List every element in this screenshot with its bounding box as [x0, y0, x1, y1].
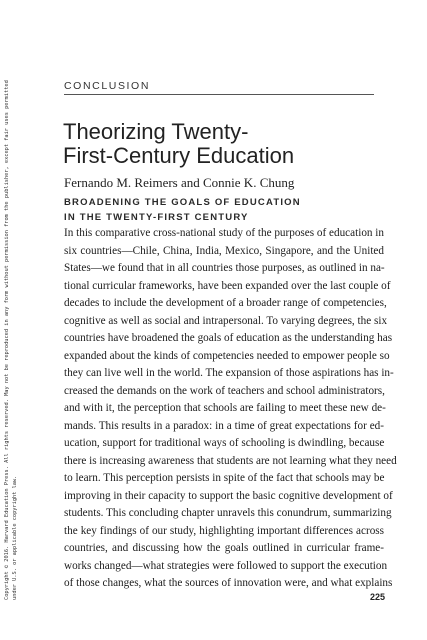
- section-heading-line-2: IN THE TWENTY-FIRST CENTURY: [64, 212, 249, 223]
- body-line: works changed—what strategies were followed to support the execution: [64, 559, 388, 572]
- body-line: there is increasing awareness that students are not learning what they need: [64, 454, 397, 467]
- body-line: students. This concluding chapter unravels this conundrum, summarizing: [64, 507, 392, 519]
- chapter-divider: [64, 94, 374, 95]
- chapter-title-line-2: First-Century Education: [63, 143, 295, 168]
- section-heading: [64, 195, 364, 225]
- body-line: countries have broadened the goals of education as the understanding has: [64, 332, 393, 344]
- copyright-text-block: [3, 60, 19, 600]
- body-line: to learn. This perception persists in spite of the fact that schools may be: [64, 472, 385, 484]
- body-line: they can live well in the world. The expansion of those aspirations has in-: [64, 367, 394, 379]
- chapter-title-line-1: Theorizing Twenty-: [63, 119, 249, 144]
- body-line: expanded about the kinds of competencies needed to empower people so: [64, 349, 390, 362]
- body-line: improving in their capacity to support the basic cognitive development of: [64, 489, 393, 502]
- body-line: States—we found that in all countries those purposes, as outlined in na-: [64, 262, 385, 274]
- page-number: 225: [369, 592, 385, 602]
- body-paragraph: [64, 225, 397, 593]
- body-line: six countries—Chile, China, India, Mexico, Singapore, and the United: [64, 244, 384, 257]
- body-line: and with it, the perception that schools are failing to meet these new de-: [64, 402, 386, 414]
- body-line: mands. This results in a paradox: in a time of great expectations for ed-: [64, 419, 384, 432]
- chapter-label: CONCLUSION: [64, 80, 151, 92]
- body-line: the key findings of our study, highlighting important differences across: [64, 524, 384, 537]
- body-line: cognitive as well as social and intrapersonal. To varying degrees, the six: [64, 314, 388, 327]
- body-line: ucation, support for traditional ways of schooling is dwindling, because: [64, 437, 385, 449]
- body-line: In this comparative cross-national study of the purposes of education in: [64, 227, 385, 239]
- copyright-line-2: under U.S. or applicable copyright law.: [12, 475, 18, 600]
- body-line: countries, and discussing how the goals outlined in curricular frame-: [64, 542, 384, 554]
- body-line: decades to include the development of a broader range of competencies,: [64, 297, 387, 309]
- copyright-notice: [3, 60, 29, 600]
- section-heading-line-1: BROADENING THE GOALS OF EDUCATION: [64, 197, 301, 208]
- copyright-line-1: Copyright © 2016. Harvard Education Press. All rights reserved. May not be reproduced in any form without permission from the publisher, except fair uses permitted: [4, 80, 10, 600]
- body-line: of those changes, what the sources of innovation were, and what explains: [64, 577, 393, 589]
- body-line: tional curricular frameworks, have been expanded over the last couple of: [64, 279, 391, 292]
- chapter-title: [63, 120, 383, 168]
- authors: Fernando M. Reimers and Connie K. Chung: [64, 175, 295, 190]
- body-line: creased the demands on the work of teachers and school administrators,: [64, 384, 385, 397]
